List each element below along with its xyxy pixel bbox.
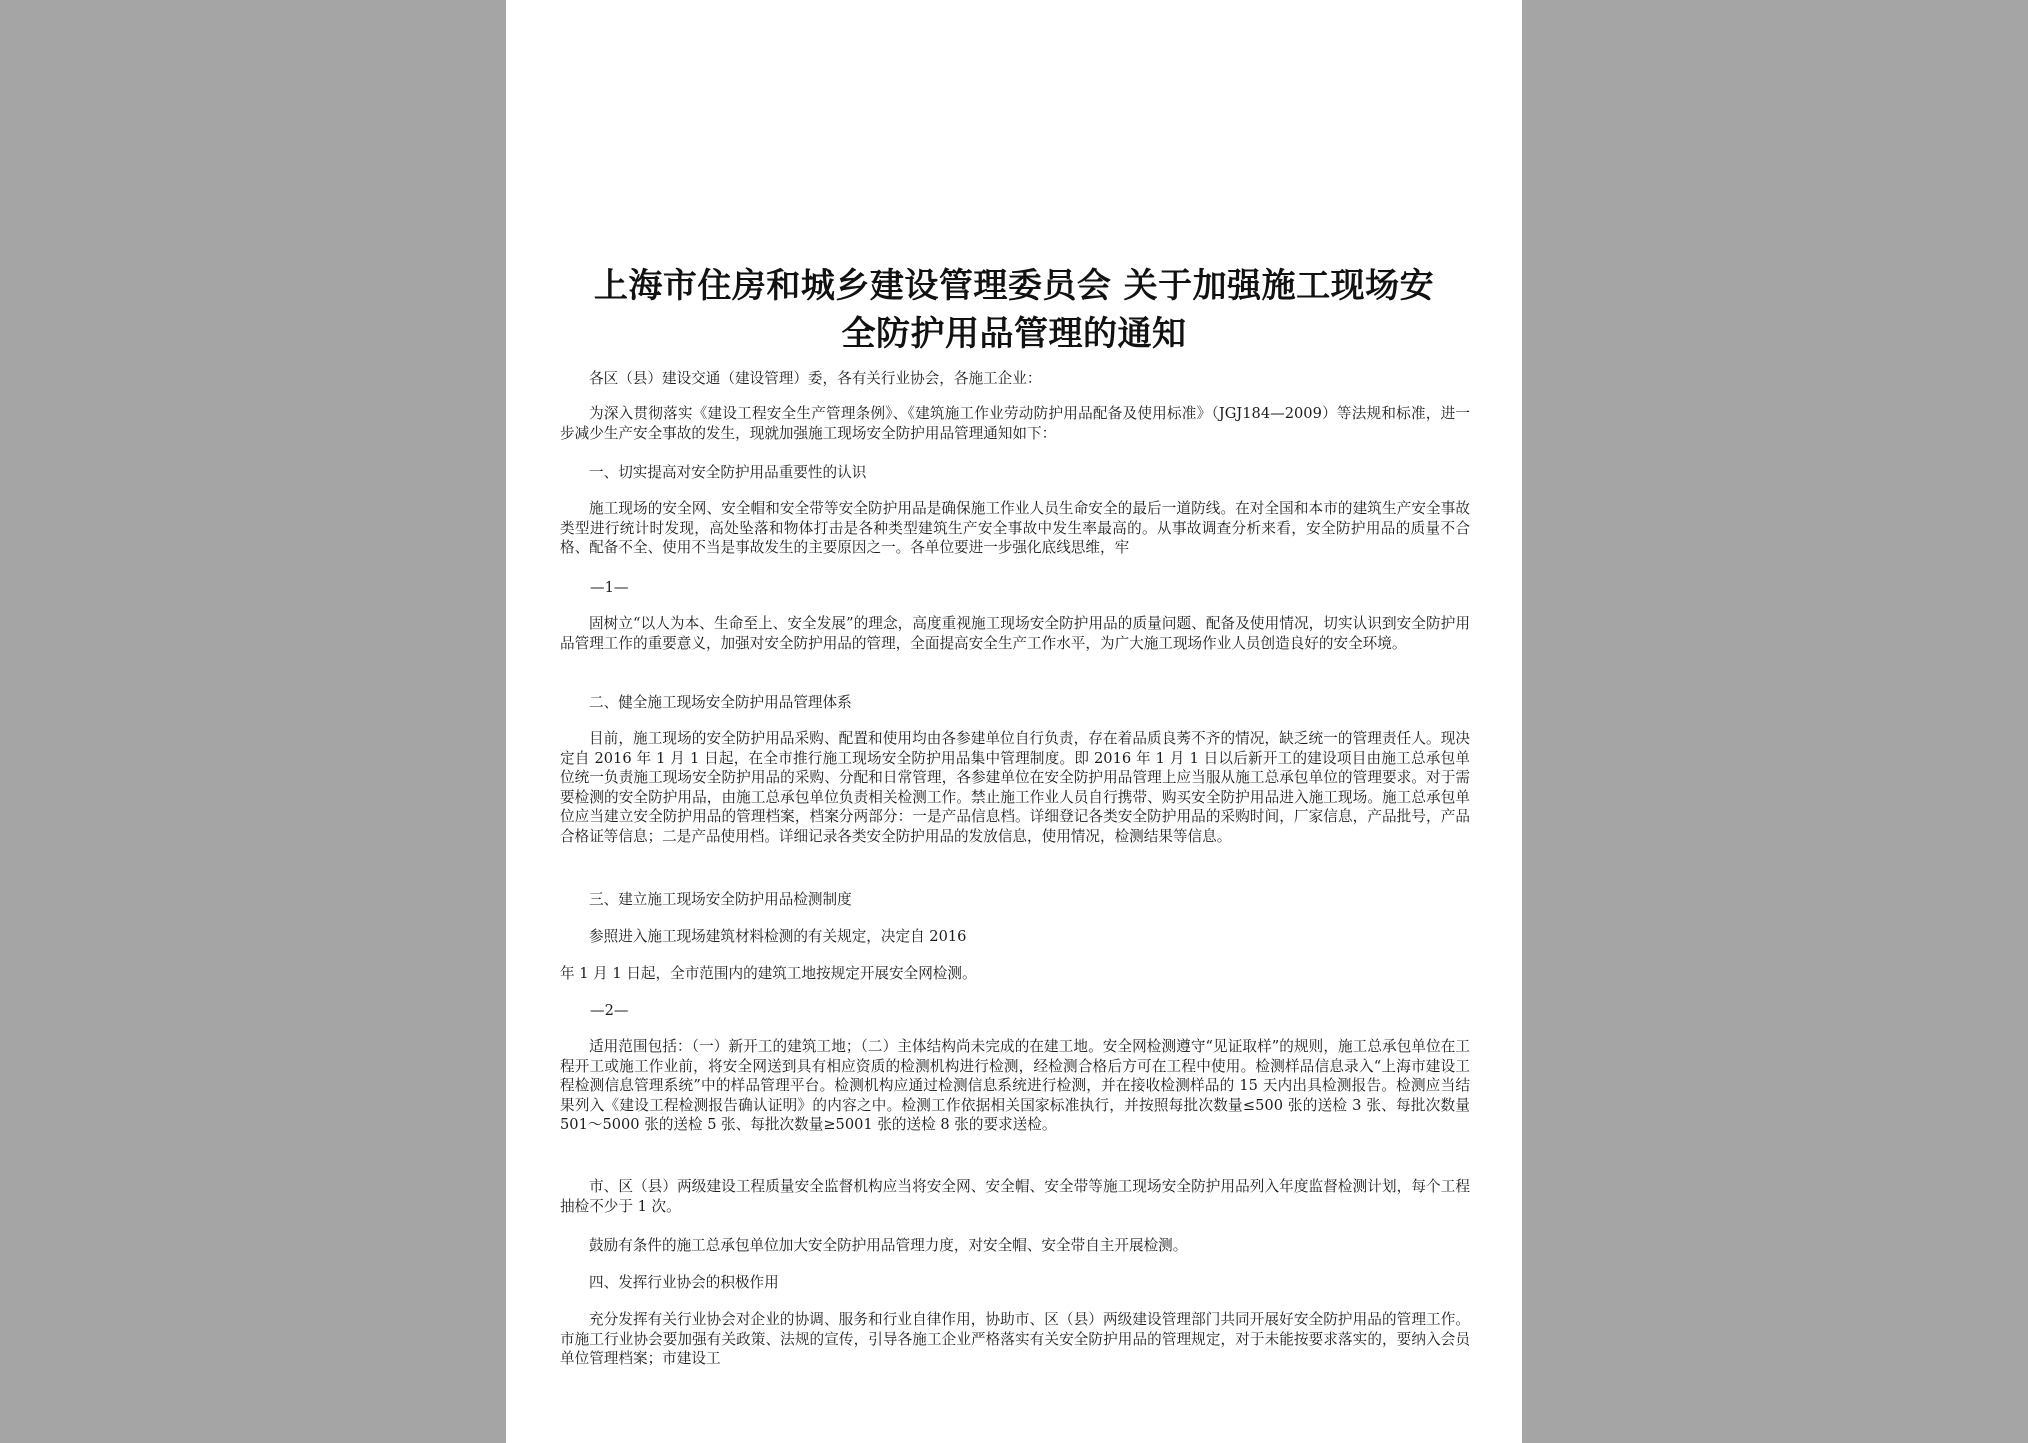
- section-1-heading: 一、切实提高对安全防护用品重要性的认识: [589, 464, 867, 481]
- section-3-paragraph-3: 适用范围包括：（一）新开工的建筑工地；（二）主体结构尚未完成的在建工地。安全网检测遵守“见证取样”的规则，施工总承包单位在工程开工或施工作业前，将安全网送到具有相应资质的检测机构进行检测，经检测合格后方可在工程中使用。检测样品信息录入“上海市建设工程检测信息管理系统”中的样品管理平台。检测机构应通过检测信息系统进行检测，并在接收检测样品的 15 天内出具检测报告。检测应当结果列入《建设工程检测报告确认证明》的内容之中。检测工作依据相关国家标准执行，并按照每批次数量≤500 张的送检 3 张、每批次数量 501～5000 张的送检 5 张、每批次数量≥5001 张的送检 8 张的要求送检。: [560, 1038, 1470, 1133]
- page-number-1: —1—: [590, 579, 629, 596]
- section-4-heading: 四、发挥行业协会的积极作用: [589, 1274, 779, 1291]
- section-4-paragraph-1: 充分发挥有关行业协会对企业的协调、服务和行业自律作用，协助市、区（县）两级建设管理部门共同开展好安全防护用品的管理工作。市施工行业协会要加强有关政策、法规的宣传，引导各施工企业严格落实有关安全防护用品的管理规定，对于未能按要求落实的，要纳入会员单位管理档案；市建设工: [560, 1311, 1470, 1367]
- section-3-paragraph-1: 参照进入施工现场建筑材料检测的有关规定，决定自 2016: [589, 928, 967, 945]
- section-2-heading: 二、健全施工现场安全防护用品管理体系: [589, 694, 852, 711]
- title-line-1: 上海市住房和城乡建设管理委员会 关于加强施工现场安: [593, 266, 1435, 306]
- section-3-heading: 三、建立施工现场安全防护用品检测制度: [589, 891, 852, 908]
- section-3-paragraph-5: 鼓励有条件的施工总承包单位加大安全防护用品管理力度，对安全帽、安全带自主开展检测。: [589, 1237, 1188, 1254]
- section-3-paragraph-4: 市、区（县）两级建设工程质量安全监督机构应当将安全网、安全帽、安全带等施工现场安全防护用品列入年度监督检测计划，每个工程抽检不少于 1 次。: [560, 1178, 1470, 1215]
- section-3-paragraph-2: 年 1 月 1 日起，全市范围内的建筑工地按规定开展安全网检测。: [560, 965, 977, 982]
- page-number-2: —2—: [590, 1002, 629, 1019]
- title-line-2: 全防护用品管理的通知: [841, 314, 1187, 354]
- section-2-paragraph-1: 目前，施工现场的安全防护用品采购、配置和使用均由各参建单位自行负责，存在着品质良莠不齐的情况，缺乏统一的管理责任人。现决定自 2016 年 1 月 1 日起，在全市推行施工现场安全防护用品集中管理制度。即 2016 年 1 月 1 日以后新开工的建设项目由施工总承包单位统一负责施工现场安全防护用品的采购、分配和日常管理，各参建单位在安全防护用品管理上应当服从施工总承包单位的管理要求。对于需要检测的安全防护用品，由施工总承包单位负责相关检测工作。禁止施工作业人员自行携带、购买安全防护用品进入施工现场。施工总承包单位应当建立安全防护用品的管理档案，档案分两部分：一是产品信息档。详细登记各类安全防护用品的采购时间，厂家信息，产品批号，产品合格证等信息；二是产品使用档。详细记录各类安全防护用品的发放信息，使用情况，检测结果等信息。: [560, 730, 1470, 845]
- section-1-paragraph-1: 施工现场的安全网、安全帽和安全带等安全防护用品是确保施工作业人员生命安全的最后一道防线。在对全国和本市的建筑生产安全事故类型进行统计时发现，高处坠落和物体打击是各种类型建筑生产安全事故中发生率最高的。从事故调查分析来看，安全防护用品的质量不合格、配备不全、使用不当是事故发生的主要原因之一。各单位要进一步强化底线思维，牢: [560, 500, 1470, 556]
- document-page: [506, 0, 1522, 1443]
- salutation: 各区（县）建设交通（建设管理）委，各有关行业协会，各施工企业：: [589, 370, 1042, 387]
- section-1-paragraph-2: 固树立“以人为本、生命至上、安全发展”的理念，高度重视施工现场安全防护用品的质量问题、配备及使用情况，切实认识到安全防护用品管理工作的重要意义，加强对安全防护用品的管理，全面提高安全生产工作水平，为广大施工现场作业人员创造良好的安全环境。: [560, 615, 1470, 652]
- document-title: [536, 262, 1492, 358]
- intro-paragraph: 为深入贯彻落实《建设工程安全生产管理条例》、《建筑施工作业劳动防护用品配备及使用标准》（JGJ184—2009）等法规和标准，进一步减少生产安全事故的发生，现就加强施工现场安全防护用品管理通知如下：: [560, 405, 1470, 442]
